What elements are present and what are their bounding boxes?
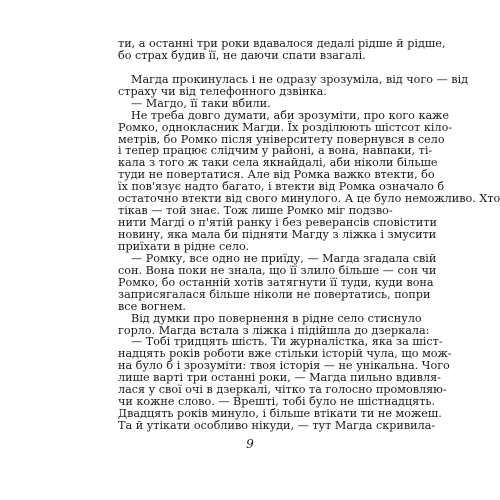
text-line: їх пов'язує надто багато, і втекти від Ромка означало б bbox=[118, 180, 445, 194]
text-line: — Ромку, все одно не приїду, — Магда згадала свій bbox=[131, 251, 437, 265]
text-line: лася у свої очі в дзеркалі, чітко та голосно промовляю- bbox=[118, 383, 447, 397]
text-line: остаточно втекти від свого минулого. А це було неможливо. Хто bbox=[118, 192, 500, 206]
text-line: — Магдо, її таки вбили. bbox=[131, 96, 271, 110]
text-line: тікав — той знає. Тож лише Ромко міг подзво- bbox=[118, 204, 393, 218]
text-line: Ромко, однокласник Магди. Їх розділюють шістсот кіло- bbox=[118, 120, 453, 134]
text-line: горло. Магда встала з ліжка і підійшла до дзеркала: bbox=[118, 323, 430, 337]
text-line: заприсягалася більше ніколи не повертатись, попри bbox=[118, 287, 431, 301]
text-line: приїхати в рідне село. bbox=[118, 239, 250, 253]
text-line: ти, а останні три роки вдавалося дедалі рідше й рідше, bbox=[118, 37, 446, 50]
text-line: Ромко, бо останній хотів затягнути її туди, куди вона bbox=[118, 275, 434, 289]
text-line: Від думки про повернення в рідне село стиснуло bbox=[131, 311, 422, 325]
text-line: Двадцять років минуло, і більше втікати ти не можеш. bbox=[118, 407, 442, 421]
text-line: Та й утікати особливо нікуди, — тут Магда скривила- bbox=[118, 419, 436, 432]
text-line: сон. Вона поки не знала, що її злило більше — сон чи bbox=[118, 263, 437, 277]
text-line: бо страх будив її, не даючи спати взагалі. bbox=[118, 48, 366, 62]
text-line: Магда прокинулась і не одразу зрозуміла, від чого — від bbox=[131, 72, 469, 86]
text-line: лише варті три останні роки, — Магда пильно вдивля- bbox=[118, 371, 441, 385]
text-line: надцять років роботи вже стільки історій чула, що мож- bbox=[118, 347, 452, 361]
text-line: на було б і зрозуміти: твоя історія — не унікальна. Чого bbox=[118, 359, 450, 373]
text-line: все вогнем. bbox=[118, 299, 186, 313]
text-line: чи кожне слово. — Врешті, тобі було не шістнадцять. bbox=[118, 395, 436, 409]
text-line: страху чи від телефонного дзвінка. bbox=[118, 84, 327, 98]
page-text bbox=[0, 38, 500, 432]
text-line: кала з того ж таки села якнайдалі, аби ніколи більше bbox=[118, 156, 438, 170]
text-line: — Тобі тридцять шість. Ти журналістка, яка за шіст- bbox=[131, 335, 443, 349]
text-line: метрів, бо Ромко після університету повернувся в село bbox=[118, 132, 445, 146]
text-line: нити Магді о п'ятій ранку і без реверансів сповістити bbox=[118, 216, 437, 230]
text-line: новину, яка мала би підняти Магду з ліжка і змусити bbox=[118, 228, 437, 241]
text-line: і тепер працює слідчим у районі, а вона, навпаки, ті- bbox=[118, 144, 433, 158]
text-line: Не треба довго думати, аби зрозуміти, про кого каже bbox=[131, 108, 450, 122]
page-number: 9 bbox=[246, 437, 254, 451]
text-line: туди не повертатися. Але від Ромка важко втекти, бо bbox=[118, 168, 435, 182]
